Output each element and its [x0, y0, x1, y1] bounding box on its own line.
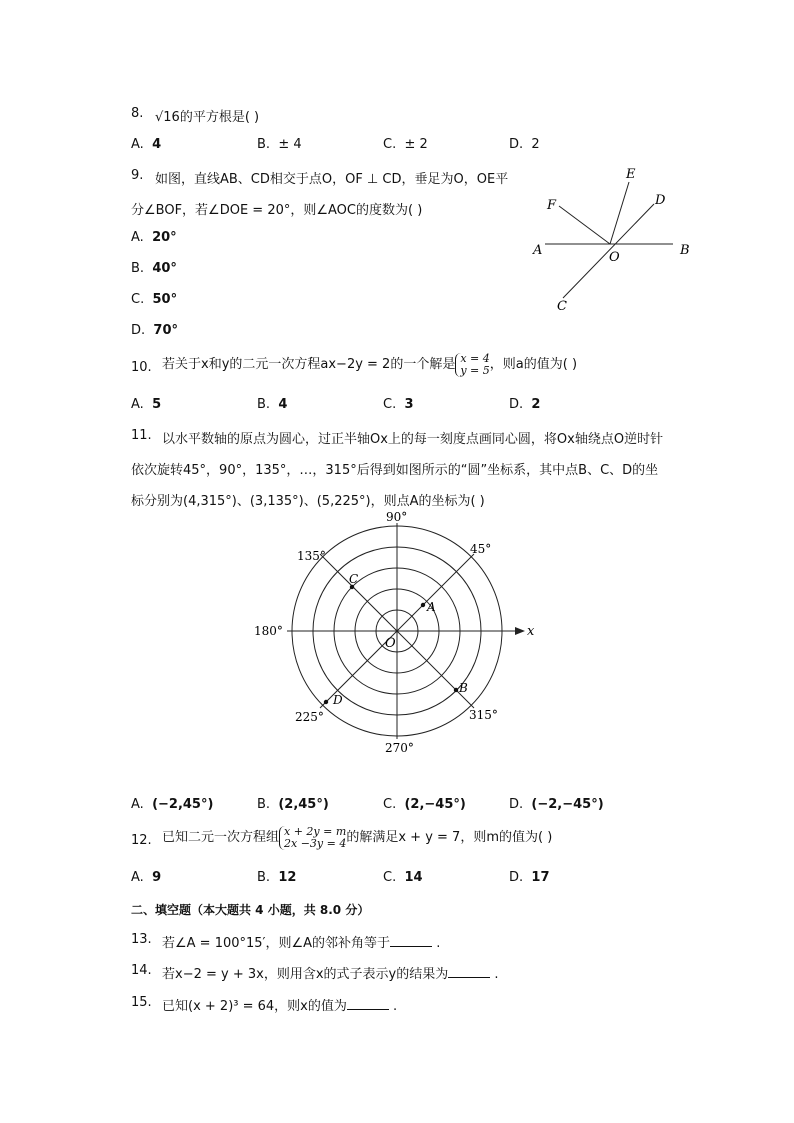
q8-option-d: D. 2 [509, 137, 540, 152]
q10-option-a: A. 5 [131, 397, 162, 412]
label-c: C [349, 572, 359, 586]
label-225: 225° [295, 710, 324, 724]
label-315: 315° [469, 708, 498, 722]
label-90: 90° [386, 510, 408, 524]
q13-stem: 若∠A = 100°15′，则∠A的邻补角等于 . [162, 936, 441, 951]
label-c: C [557, 299, 567, 314]
q8-option-c: C. ± 2 [383, 137, 428, 152]
ray-oe [610, 182, 629, 244]
q8-option-a: A. 4 [131, 137, 162, 152]
q12-option-c: C. 14 [383, 870, 423, 885]
q10-option-b: B. 4 [257, 397, 288, 412]
point-d [324, 700, 328, 704]
q11-option-a: A. (−2,45°) [131, 797, 214, 812]
q10-option-c: C. 3 [383, 397, 414, 412]
q15-stem: 已知(x + 2)³ = 64，则x的值为 . [162, 999, 398, 1014]
q14-answer-blank[interactable] [448, 965, 490, 978]
q9-option-b: B. 40° [131, 261, 177, 276]
q9-figure [525, 162, 705, 317]
section-2-title: 二、填空题（本大题共 4 小题，共 8.0 分） [131, 903, 370, 917]
q13-answer-blank[interactable] [390, 934, 432, 947]
q8-stem: √16的平方根是( ) [155, 110, 260, 125]
label-f: F [547, 198, 557, 213]
q10-stem: 若关于x和y的二元一次方程ax−2y = 2的一个解是 x = 4 y = 5，则a的值为( ) [162, 351, 578, 377]
q11-number: 11. [131, 428, 152, 443]
q13-number: 13. [131, 932, 152, 947]
q9-option-a: A. 20° [131, 230, 177, 245]
q9-stem-line2: 分∠BOF，若∠DOE = 20°，则∠AOC的度数为( ) [131, 203, 423, 218]
label-270: 270° [385, 741, 414, 755]
q9-option-d: D. 70° [131, 323, 179, 338]
label-a: A [533, 243, 543, 258]
label-135: 135° [297, 549, 326, 563]
q14-stem: 若x−2 = y + 3x，则用含x的式子表示y的结果为 . [162, 967, 499, 982]
q9-option-c: C. 50° [131, 292, 178, 307]
q11-option-c: C. (2,−45°) [383, 797, 466, 812]
label-d: D [655, 193, 666, 208]
label-e: E [626, 167, 636, 182]
q11-option-d: D. (−2,−45°) [509, 797, 604, 812]
label-x: x [527, 624, 535, 639]
q15-answer-blank[interactable] [347, 997, 389, 1010]
q10-equation-system: x = 4 y = 5 [455, 353, 489, 377]
q10-number: 10. [131, 360, 152, 375]
label-o: O [385, 636, 396, 651]
q15-number: 15. [131, 995, 152, 1010]
q12-option-b: B. 12 [257, 870, 297, 885]
ray-of [559, 206, 610, 244]
q11-stem-line3: 标分别为(4,315°)、(3,135°)、(5,225°)，则点A的坐标为( ) [131, 494, 485, 509]
label-d: D [333, 693, 343, 707]
x-axis-arrow [515, 627, 525, 635]
q11-stem-line2: 依次旋转45°，90°，135°，…，315°后得到如图所示的“圆”坐标系，其中点B、C、D的坐 [131, 463, 659, 478]
q11-stem-line1: 以水平数轴的原点为圆心，过正半轴Ox上的每一刻度点画同心圆，将Ox轴绕点O逆时针 [162, 432, 664, 447]
label-b: B [680, 243, 690, 258]
q11-polar-figure [245, 505, 545, 760]
point-b [454, 688, 458, 692]
q14-number: 14. [131, 963, 152, 978]
q12-equation-system: x + 2y = m 2x −3y = 4 [279, 826, 346, 850]
q12-stem: 已知二元一次方程组 x + 2y = m 2x −3y = 4的解满足x + y = 7，则m的值为( ) [162, 824, 553, 850]
q9-number: 9. [131, 168, 144, 183]
label-o: O [609, 250, 620, 265]
label-b: B [459, 681, 468, 695]
label-45: 45° [470, 542, 492, 556]
q12-option-d: D. 17 [509, 870, 550, 885]
label-a: A [427, 600, 436, 614]
point-a [421, 603, 425, 607]
q10-option-d: D. 2 [509, 397, 541, 412]
q12-option-a: A. 9 [131, 870, 162, 885]
q8-option-b: B. ± 4 [257, 137, 302, 152]
q12-number: 12. [131, 833, 152, 848]
q11-option-b: B. (2,45°) [257, 797, 329, 812]
q9-stem-line1: 如图，直线AB、CD相交于点O，OF ⊥ CD，垂足为O，OE平 [155, 172, 509, 187]
q8-number: 8. [131, 106, 144, 121]
label-180: 180° [254, 624, 283, 638]
